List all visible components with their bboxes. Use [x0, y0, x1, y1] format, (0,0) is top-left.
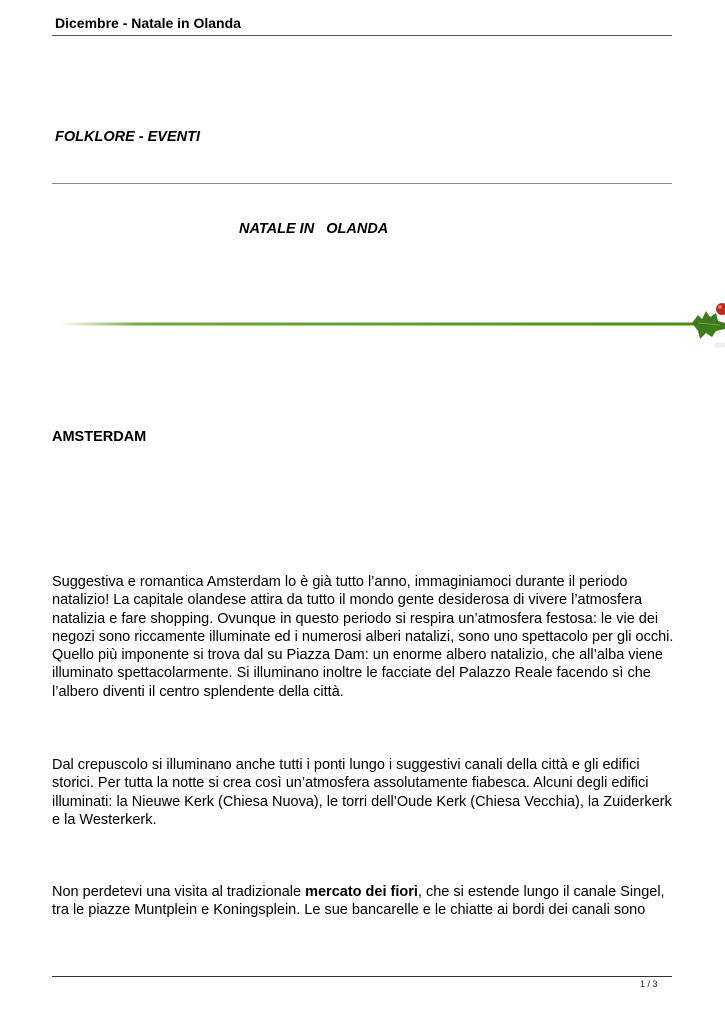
- city-heading: AMSTERDAM: [52, 429, 147, 445]
- holly-icon: [690, 293, 725, 353]
- document-header-title: Dicembre - Natale in Olanda: [55, 15, 241, 31]
- section-divider: [52, 183, 672, 184]
- page-number: 1 / 3: [640, 979, 658, 989]
- paragraph-text: Non perdetevi una visita al tradizionale: [52, 884, 306, 900]
- paragraph-bridges-canals: Dal crepuscolo si illuminano anche tutti i ponti lungo i suggestivi canali della città e gli edifici storici. Per tutta la notte si crea così un’atmosfera assolutamente fiabesca. Alcuni degli edifici illuminati: la Nieuwe Kerk (Chiesa Nuova), le torri dell’Oude Kerk (Chiesa Vecchia), la Zuiderkerk e la Westerkerk.: [52, 757, 672, 828]
- footer-divider: [52, 976, 672, 977]
- header-divider: [52, 35, 672, 36]
- decorative-green-line: [60, 321, 710, 327]
- paragraph-flower-market: [52, 883, 677, 920]
- article-title: NATALE IN OLANDA: [239, 221, 389, 237]
- flower-market-emphasis: mercato dei fiori: [305, 884, 418, 900]
- section-label: FOLKLORE - EVENTI: [55, 129, 200, 145]
- paragraph-text: , che si estende lungo il canale Singel, tra le piazze Muntplein e Koningsplein. Le sue bancarelle e le chiatte ai bordi dei canali sono: [52, 884, 665, 919]
- paragraph-amsterdam-intro: Suggestiva e romantica Amsterdam lo è già tutto l’anno, immaginiamoci durante il periodo natalizio! La capitale olandese attira da tutto il mondo gente desiderosa di vivere l’atmosfera natalizia e fare shopping. Ovunque in questo periodo si respira un’atmosfera festosa: le vie dei negozi sono riccamente illuminate ed i numerosi alberi natalizi, sono uno spettacolo per gli occhi. Quello più imponente si trova dal su Piazza Dam: un enorme albero natalizio, che all’alba viene illuminato spettacolarmente. Si illuminano inoltre le facciate del Palazzo Reale facendo sì che l’albero diventi il centro splendente della città.: [52, 574, 674, 700]
